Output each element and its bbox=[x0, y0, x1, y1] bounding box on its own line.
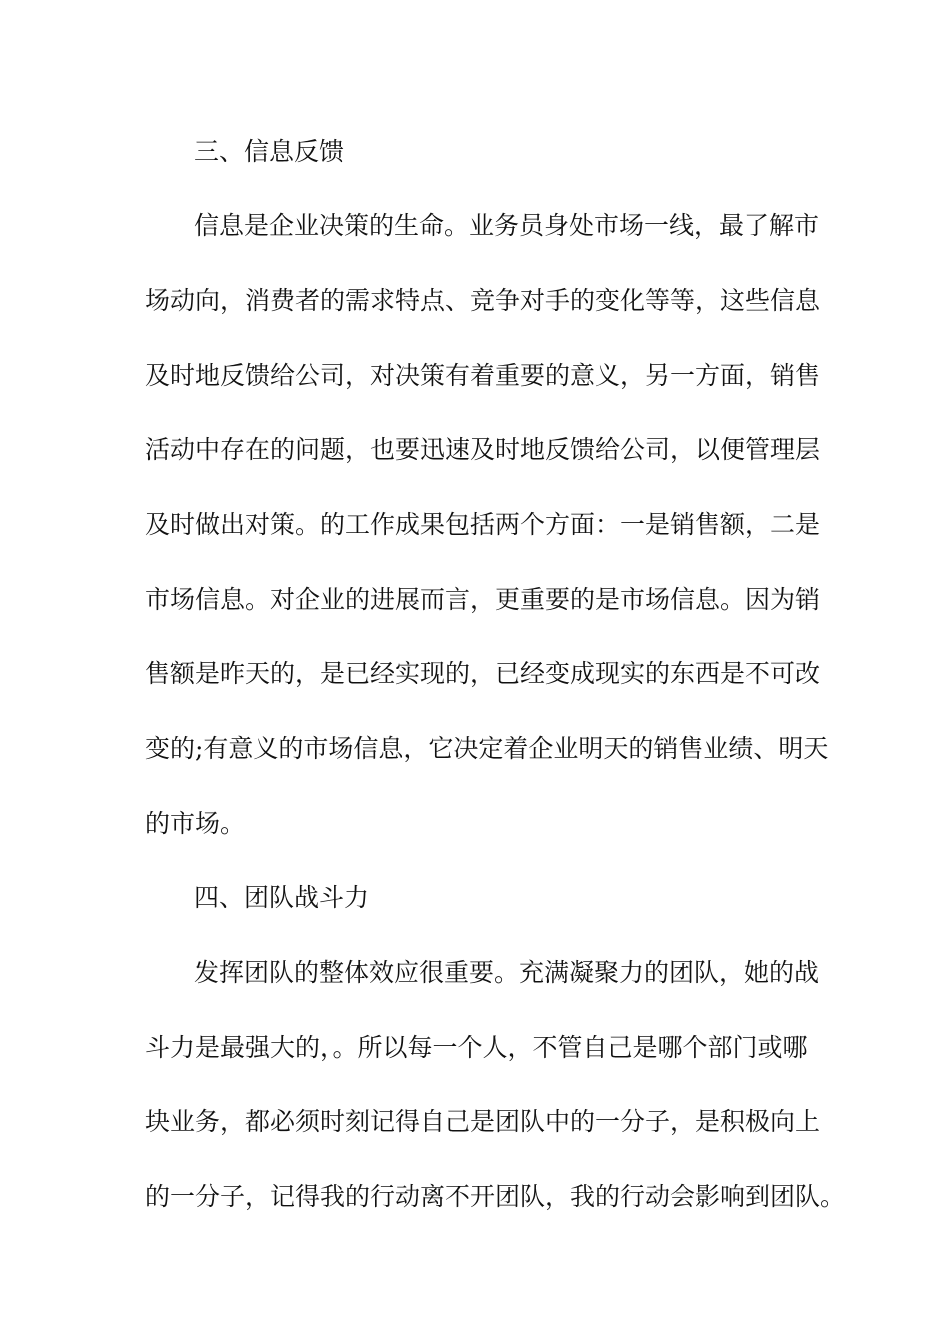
paragraph-line: 斗力是最强大的，。所以每一个人，不管自己是哪个部门或哪 bbox=[145, 1033, 808, 1062]
paragraph-line: 发挥团队的整体效应很重要。充满凝聚力的团队，她的战 bbox=[194, 958, 820, 987]
paragraph-line: 的市场。 bbox=[145, 809, 246, 838]
paragraph-line: 及时做出对策。的工作成果包括两个方面：一是销售额，二是 bbox=[145, 510, 821, 539]
paragraph-line: 售额是昨天的，是已经实现的，已经变成现实的东西是不可改 bbox=[145, 659, 821, 688]
paragraph-line: 场动向，消费者的需求特点、竞争对手的变化等等，这些信息 bbox=[145, 286, 821, 315]
section-heading: 四、团队战斗力 bbox=[194, 883, 370, 912]
paragraph-line: 市场信息。对企业的进展而言，更重要的是市场信息。因为销 bbox=[145, 585, 821, 614]
paragraph-line: 的一分子，记得我的行动离不开团队，我的行动会影响到团队。 bbox=[145, 1182, 846, 1211]
paragraph-line: 变的;有意义的市场信息，它决定着企业明天的销售业绩、明天 bbox=[145, 734, 829, 763]
section-heading: 三、信息反馈 bbox=[194, 137, 345, 166]
paragraph-line: 信息是企业决策的生命。业务员身处市场一线，最了解市 bbox=[194, 211, 820, 240]
paragraph-line: 及时地反馈给公司，对决策有着重要的意义，另一方面，销售 bbox=[145, 361, 821, 390]
paragraph-line: 活动中存在的问题，也要迅速及时地反馈给公司，以便管理层 bbox=[145, 435, 821, 464]
paragraph-line: 块业务，都必须时刻记得自己是团队中的一分子，是积极向上 bbox=[145, 1107, 821, 1136]
